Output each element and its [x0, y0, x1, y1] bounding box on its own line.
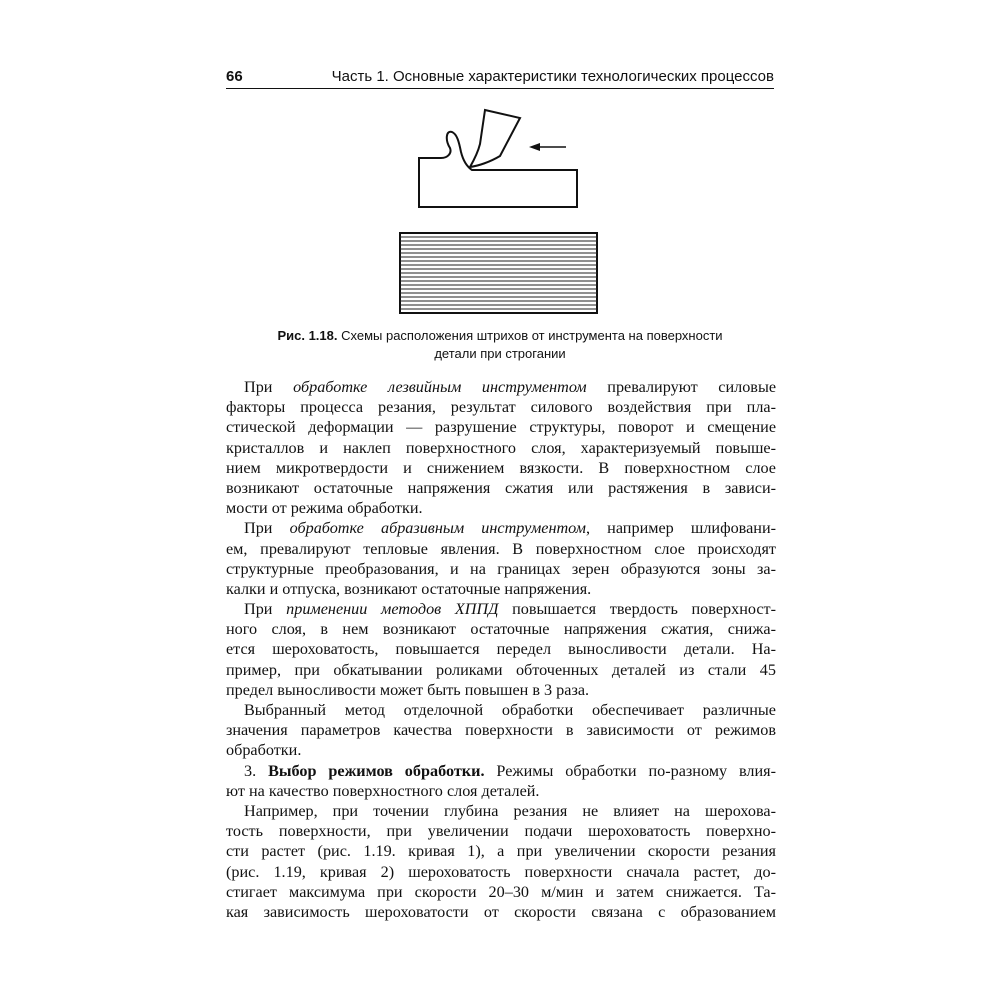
text-run: мости от режима обработки. — [226, 499, 423, 518]
text-line — [226, 902, 776, 922]
text-line — [226, 397, 776, 417]
text-line — [226, 720, 776, 740]
text-line — [226, 619, 776, 639]
text-line — [226, 559, 776, 579]
text-run: Выбранный метод отделочной обработки обеспечивает различные — [244, 701, 776, 719]
text-line — [226, 639, 776, 659]
text-run: При — [244, 600, 287, 619]
text-run: ем, превалируют тепловые явления. В поверхностном слое происходят — [226, 539, 776, 558]
text-run: ют на качество поверхностного слоя деталей. — [226, 781, 540, 800]
text-line — [226, 438, 776, 458]
text-run: сти растет (рис. 1.19. кривая 1), а при увеличении скорости резания — [226, 842, 776, 861]
text-run: структурные преобразования, и на границах зерен образуются зоны за- — [226, 559, 776, 578]
text-line — [226, 498, 776, 518]
italic-term: применении методов ХППД — [286, 600, 499, 619]
text-run: стической деформации — разрушение структуры, поворот и смещение — [226, 418, 776, 437]
figure-1-18 — [390, 100, 610, 325]
bold-heading: Выбор режимов обработки. — [268, 761, 485, 780]
text-line — [226, 761, 776, 781]
text-run: значения параметров качества поверхности в зависимости от режимов — [226, 721, 776, 740]
text-run: предел выносливости может быть повышен в 3 раза. — [226, 680, 590, 699]
page-number: 66 — [226, 68, 243, 85]
text-run: кристаллов и наклеп поверхностного слоя, характеризуемый повыше- — [226, 438, 776, 457]
text-run: превалируют силовые — [586, 378, 777, 396]
text-run: (рис. 1.19, кривая 2) шероховатость поверхности сначала растет, до- — [226, 862, 776, 881]
text-line — [226, 599, 776, 619]
text-line — [226, 781, 776, 801]
text-run: ного слоя, в нем возникают остаточные напряжения сжатия, снижа- — [226, 620, 776, 639]
text-run: пример, при обкатывании роликами обточенных деталей из стали 45 — [226, 660, 776, 679]
text-line — [226, 377, 776, 397]
paragraph — [226, 377, 776, 518]
text-run: Например, при точении глубина резания не влияет на шерохова- — [244, 801, 776, 820]
paragraph — [226, 801, 776, 922]
text-run: кая зависимость шероховатости от скорости связана с образованием — [226, 902, 776, 921]
caption-lead: Рис. 1.18. — [277, 328, 338, 343]
page-header — [226, 66, 774, 89]
text-run: При — [244, 519, 290, 538]
text-run: Режимы обработки по-разному влия- — [484, 761, 777, 780]
text-run: , например шлифовани- — [586, 519, 776, 538]
paragraph — [226, 599, 776, 700]
text-line — [226, 417, 776, 437]
text-line — [226, 821, 776, 841]
text-run: возникают остаточные напряжения сжатия или растяжения в зависи- — [226, 478, 776, 497]
text-line — [226, 579, 776, 599]
text-run: факторы процесса резания, результат силового воздействия при пла- — [226, 398, 776, 417]
text-line — [226, 680, 776, 700]
text-run: нием микротвердости и снижением вязкости. В поверхностном слое — [226, 458, 776, 477]
paragraph — [226, 700, 776, 761]
text-run: стигает максимума при скорости 20–30 м/мин и затем снижается. Та- — [226, 882, 776, 901]
text-line — [226, 478, 776, 498]
text-line — [226, 700, 776, 720]
caption-line-2: детали при строгании — [434, 346, 566, 361]
text-line — [226, 740, 776, 760]
running-title: Часть 1. Основные характеристики технологических процессов — [331, 68, 774, 85]
text-run: ется шероховатость, повышается передел выносливости детали. На- — [226, 640, 776, 659]
text-line — [226, 539, 776, 559]
feed-direction-arrow — [529, 143, 566, 151]
text-run: При — [244, 378, 294, 396]
cutting-tool — [470, 110, 520, 167]
text-run: обработки. — [226, 741, 302, 760]
figure-caption — [226, 327, 774, 363]
text-line — [226, 862, 776, 882]
planing-scheme-diagram — [390, 100, 610, 325]
italic-term: обработке лезвийным инструментом — [293, 378, 587, 396]
text-line — [226, 841, 776, 861]
text-line — [226, 518, 776, 538]
caption-line-1: Схемы расположения штрихов от инструмента на поверхности — [337, 328, 723, 343]
text-run: тость поверхности, при увеличении подачи шероховатость поверхно- — [226, 822, 776, 841]
text-line — [226, 458, 776, 478]
text-run: калки и отпуска, возникают остаточные напряжения. — [226, 579, 592, 598]
text-run: повышается твердость поверхност- — [498, 600, 776, 619]
italic-term: обработке абразивным инструментом — [289, 519, 586, 538]
paragraph — [226, 761, 776, 801]
text-run: 3. — [244, 761, 269, 780]
body-text — [226, 377, 776, 922]
text-line — [226, 801, 776, 821]
hatched-surface — [400, 233, 597, 313]
text-line — [226, 660, 776, 680]
paragraph — [226, 518, 776, 599]
text-line — [226, 882, 776, 902]
